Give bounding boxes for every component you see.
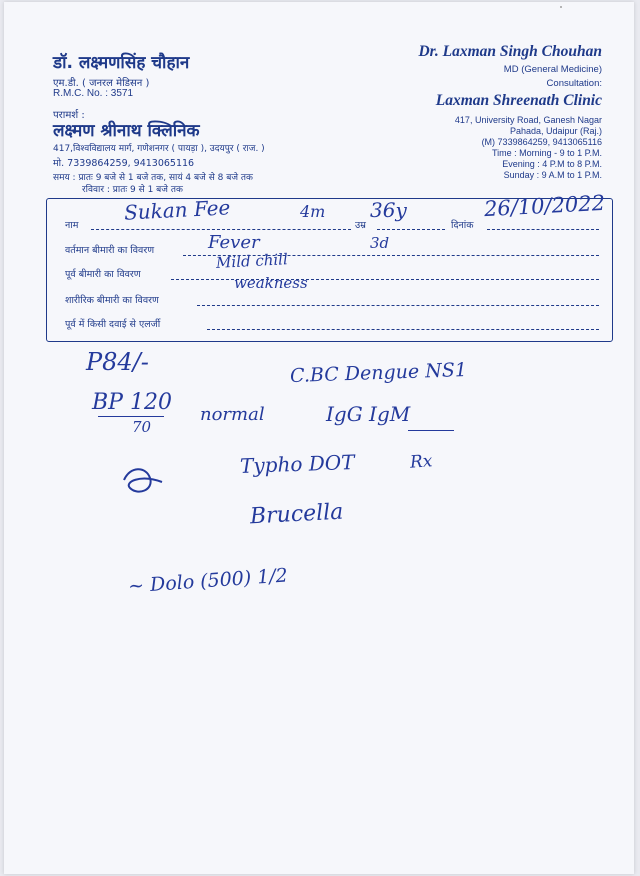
duration-handwritten: 3d (370, 234, 390, 252)
clinic-name-english: Laxman Shreenath Clinic (435, 92, 602, 109)
doctor-name-hindi: डॉ. लक्ष्मणसिंह चौहान (53, 53, 190, 73)
investigations-line-1: C.BC Dengue NS1 (289, 358, 468, 388)
degree-hindi: एम.डी. ( जनरल मेडिसन ) (53, 78, 150, 89)
consultation-label-english: Consultation: (546, 78, 602, 89)
investigations-line-2: IgG IgM (326, 402, 411, 426)
pulse-handwritten: P84/- (86, 348, 149, 376)
address-line-1: 417, University Road, Ganesh Nagar (454, 115, 602, 125)
bp-diastolic-handwritten: 70 (132, 418, 152, 436)
history-handwritten: Mild chill (215, 250, 289, 272)
time-evening: Evening : 4 P.M to 8 P.M. (502, 159, 602, 169)
physical-illness-label: शारीरिक बीमारी का विवरण (65, 295, 159, 306)
investigations-line-3: Typho DOT (239, 450, 355, 478)
weakness-handwritten: weakness (234, 274, 308, 292)
timing-weekday-hindi: समय : प्रातः 9 बजे से 1 बजे तक, सायं 4 बजे से 8 बजे तक (53, 173, 253, 183)
phone-hindi: मो. 7339864259, 9413065116 (53, 158, 195, 169)
allergy-label: पूर्व में किसी दवाई से एलर्जी (65, 319, 161, 330)
address-line-2: Pahada, Udaipur (Raj.) (509, 126, 602, 136)
age-handwritten: 36y (370, 198, 407, 222)
normal-handwritten: normal (200, 404, 265, 425)
time-sunday: Sunday : 9 A.M to 1 P.M. (503, 170, 602, 180)
name-line (91, 229, 351, 230)
timing-sunday-hindi: रविवार : प्रातः 9 से 1 बजे तक (82, 185, 183, 195)
age-label: उम्र (355, 220, 366, 231)
consultation-label-hindi: परामर्श : (53, 110, 85, 121)
date-label: दिनांक (451, 220, 474, 231)
doctor-name-english: Dr. Laxman Singh Chouhan (418, 43, 602, 60)
past-illness-label: पूर्व बीमारी का विवरण (65, 269, 141, 280)
date-line (487, 229, 599, 230)
bp-handwritten: BP 120 (92, 390, 172, 415)
investigations-line-5: Rx (409, 451, 434, 473)
patient-name-handwritten: Sukan Fee (123, 195, 231, 225)
time-morning: Time : Morning - 9 to 1 P.M. (491, 148, 602, 158)
prescription-sheet (4, 2, 634, 874)
sex-handwritten: 4m (300, 202, 326, 221)
medication-handwritten: ~ Dolo (500) 1/2 (127, 564, 289, 598)
degree-english: MD (General Medicine) (503, 64, 602, 75)
current-illness-label: वर्तमान बीमारी का विवरण (65, 245, 155, 256)
phone-english: (M) 7339864259, 9413065116 (481, 137, 602, 147)
investigations-line-4: Brucella (249, 499, 344, 530)
clinic-name-hindi: लक्ष्मण श्रीनाथ क्लिनिक (53, 121, 200, 141)
complaint-handwritten: Fever (208, 232, 260, 253)
igm-underline (408, 430, 454, 431)
address-hindi: 417,विश्वविद्यालय मार्ग, गणेशनगर ( पायड़ा ), उदयपुर ( राज. ) (53, 144, 265, 154)
age-line (377, 229, 445, 230)
bp-divider (98, 416, 164, 417)
paper-speck (560, 6, 562, 8)
physical-illness-line (197, 305, 599, 306)
rmc-number: R.M.C. No. : 3571 (53, 88, 134, 99)
rx-loop-icon (120, 462, 166, 498)
allergy-line (207, 329, 599, 330)
name-label: नाम (65, 220, 79, 231)
date-handwritten: 26/10/2022 (483, 190, 606, 222)
